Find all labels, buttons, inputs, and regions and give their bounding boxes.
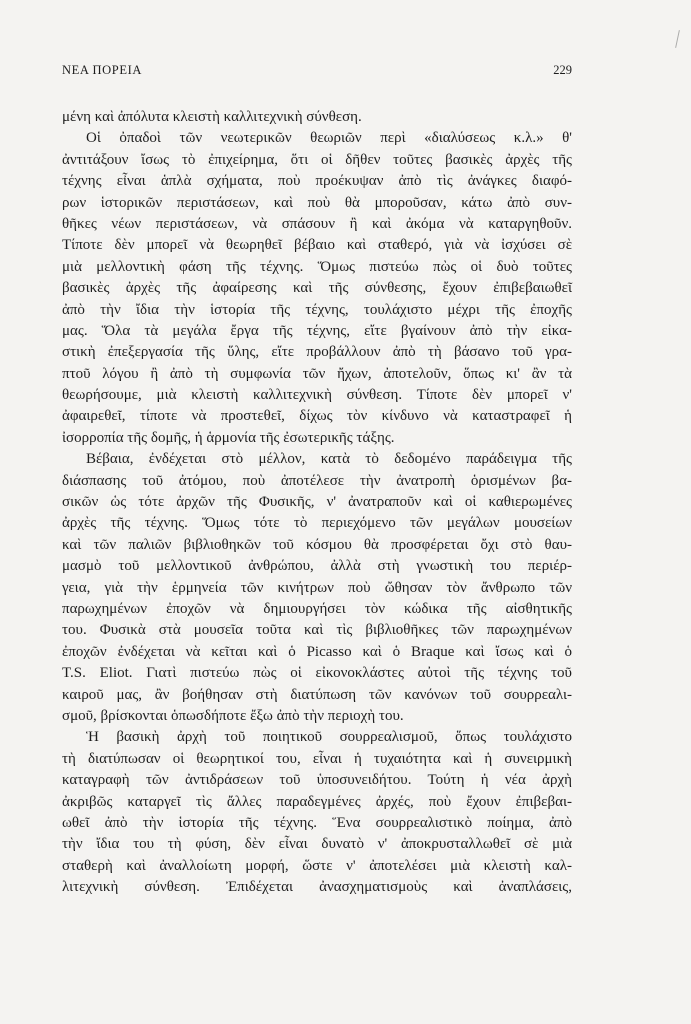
running-header-title: ΝΕΑ ΠΟΡΕΙΑ [62, 63, 142, 77]
text-line: πτοῦ λόγου ἢ ἀπὸ τὴ συμφωνία τῶν ἤχων, ἀποτελοῦν, ὅπως κι' ἂν τὰ [62, 365, 572, 382]
text-line: του. Φυσικὰ στὰ μουσεῖα τοῦτα καὶ τὶς βιβλιοθῆκες τῶν παρωχημένων [62, 622, 572, 639]
running-header [62, 63, 572, 81]
text-line: ἰσορροπία τῆς δομῆς, ἡ ἁρμονία τῆς ἐσωτερικῆς τάξης. [62, 429, 395, 446]
text-line: λιτεχνικὴ σύνθεση. Ἐπιδέχεται ἀνασχηματισμοὺς καὶ ἀναπλάσεις, [62, 879, 572, 896]
text-line: στικὴ ἐπεξεργασία τῆς ὕλης, εἴτε προβάλλουν ἀπὸ τὴ βάσανο τοῦ γρα- [62, 344, 572, 361]
text-line: καιροῦ μας, ἂν βοήθησαν στὴ διατύπωση τῶν κανόνων τοῦ σουρρεαλι- [62, 686, 572, 703]
paragraph-first-line: Οἱ ὀπαδοὶ τῶν νεωτερικῶν θεωριῶν περὶ «διαλύσεως κ.λ.» θ' [86, 130, 572, 147]
text-line: ρων ἱστορικῶν περιστάσεων, καὶ ποὺ θὰ μποροῦσαν, κάτω ἀπὸ συν- [62, 194, 572, 211]
page-number: 229 [553, 63, 572, 77]
text-line: σικῶν ὡς τότε ἀρχῶν τῆς Φυσικῆς, ν' ἀνατραποῦν καὶ οἱ καθιερωμένες [62, 494, 572, 511]
text-line: διάσπασης τοῦ ἀτόμου, ποὺ ἀποτέλεσε τὴν ἀνατροπὴ ὁρισμένων βα- [62, 472, 572, 489]
text-line: T.S. Eliot. Γιατὶ πιστεύω πὼς οἱ εἰκονοκλάστες αὐτοὶ τῆς τέχνης τοῦ [62, 665, 572, 682]
text-line: ἐποχῶν ἐνδέχεται νὰ κεῖται καὶ ὁ Picasso καὶ ὁ Braque καὶ ἴσως καὶ ὁ [62, 643, 572, 660]
text-line: σταθερὴ καὶ ἀναλλοίωτη μορφή, ὥστε ν' ἀποτελέσει μιὰ κλειστὴ καλ- [62, 857, 572, 874]
text-line: ἀρχὲς τῆς τέχνης. Ὅμως τότε τὸ περιεχόμενο τῶν μεγάλων μουσείων [62, 515, 572, 532]
text-line: θεωρήσουμε, μιὰ κλειστὴ καλλιτεχνικὴ σύνθεση. Τίποτε δὲν μπορεῖ ν' [62, 387, 572, 404]
text-line: σμοῦ, βρίσκονται ὁπωσδήποτε ἔξω ἀπὸ τὴν περιοχὴ του. [62, 707, 404, 724]
text-line: γεια, γιὰ τὴν ἑρμηνεία τῶν κινήτρων ποὺ ὤθησαν τὸν ἄνθρωπο τῶν [62, 579, 572, 596]
body-text [62, 107, 572, 898]
text-line: ἀντιτάξουν ἴσως τὸ ἐπιχείρημα, ὅτι οἱ δῆθεν τοῦτες βασικὲς ἀρχὲς τῆς [62, 151, 572, 168]
text-line: βασικὲς ἀρχὲς τῆς ἀφαίρεσης καὶ τῆς σύνθεσης, ἔχουν ἐπιβεβαιωθεῖ [62, 280, 572, 297]
text-line: ἀκριβῶς καταργεῖ τὶς ἄλλες παραδεγμένες ἀρχές, ποὺ ἔχουν ἐπιβεβαι- [62, 793, 572, 810]
text-line: μιὰ μελλοντικὴ φάση τῆς τέχνης. Ὅμως πιστεύω πὼς οἱ δυὸ τοῦτες [62, 258, 572, 275]
text-line: μας. Ὅλα τὰ μεγάλα ἔργα τῆς τέχνης, εἴτε βγαίνουν ἀπὸ τὴν εἰκα- [62, 322, 572, 339]
text-line: μασμὸ τοῦ μελλοντικοῦ ἀνθρώπου, ἀλλὰ στὴ γνωστικὴ του περιέρ- [62, 558, 572, 575]
text-line: θῆκες νέων περιστάσεων, νὰ σπάσουν ἢ καὶ ἀκόμα νὰ καταργηθοῦν. [62, 215, 572, 232]
margin-mark [675, 30, 680, 48]
text-line: παρωχημένων ἐποχῶν νὰ δημιουργήσει τὸν κώδικα τῆς αἰσθητικῆς [62, 600, 572, 617]
text-line: τὴ διατύπωσαν οἱ θεωρητικοί του, εἶναι ἡ τυχαιότητα καὶ ἡ συνειρμικὴ [62, 750, 572, 767]
text-line: τὴν ἴδια του τὴ φύση, δὲν εἶναι δυνατὸ ν' ἀποκρυσταλλωθεῖ σὲ μιὰ [62, 836, 572, 853]
text-line: καὶ τῶν παλιῶν βιβλιοθηκῶν τοῦ κόσμου θὰ προσφέρεται ὄχι στὸ θαυ- [62, 536, 572, 553]
text-line: μένη καὶ ἀπόλυτα κλειστὴ καλλιτεχνικὴ σύνθεση. [62, 109, 362, 125]
text-line: ἀφαιρεθεῖ, τίποτε νὰ προστεθεῖ, δίχως τὸν κίνδυνο νὰ καταστραφεῖ ἡ [62, 408, 572, 425]
text-line: καταγραφὴ τῶν ἀντιδράσεων τοῦ ὑποσυνειδήτου. Τούτη ἡ νέα ἀρχὴ [62, 772, 572, 789]
text-line: ωθεῖ ἀπὸ τὴν ἱστορία τῆς τέχνης. Ἕνα σουρρεαλιστικὸ ποίημα, ἀπὸ [62, 814, 572, 831]
paragraph-first-line: Ἡ βασικὴ ἀρχὴ τοῦ ποιητικοῦ σουρρεαλισμοῦ, ὅπως τουλάχιστο [86, 729, 572, 746]
text-line: τέχνης εἶναι ἁπλὰ σχήματα, ποὺ προέκυψαν ἀπὸ τὶς ἀνάγκες διαφό- [62, 173, 572, 190]
text-line: ἀπὸ τὴν ἴδια τὴν ἱστορία τῆς τέχνης, τουλάχιστο μέχρι τῆς ἐποχῆς [62, 301, 572, 318]
text-line: Τίποτε δὲν μπορεῖ νὰ θεωρηθεῖ βέβαιο καὶ σταθερό, γιὰ νὰ ἰσχύσει σὲ [62, 237, 572, 254]
paragraph-first-line: Βέβαια, ἐνδέχεται στὸ μέλλον, κατὰ τὸ δεδομένο παράδειγμα τῆς [86, 451, 572, 468]
